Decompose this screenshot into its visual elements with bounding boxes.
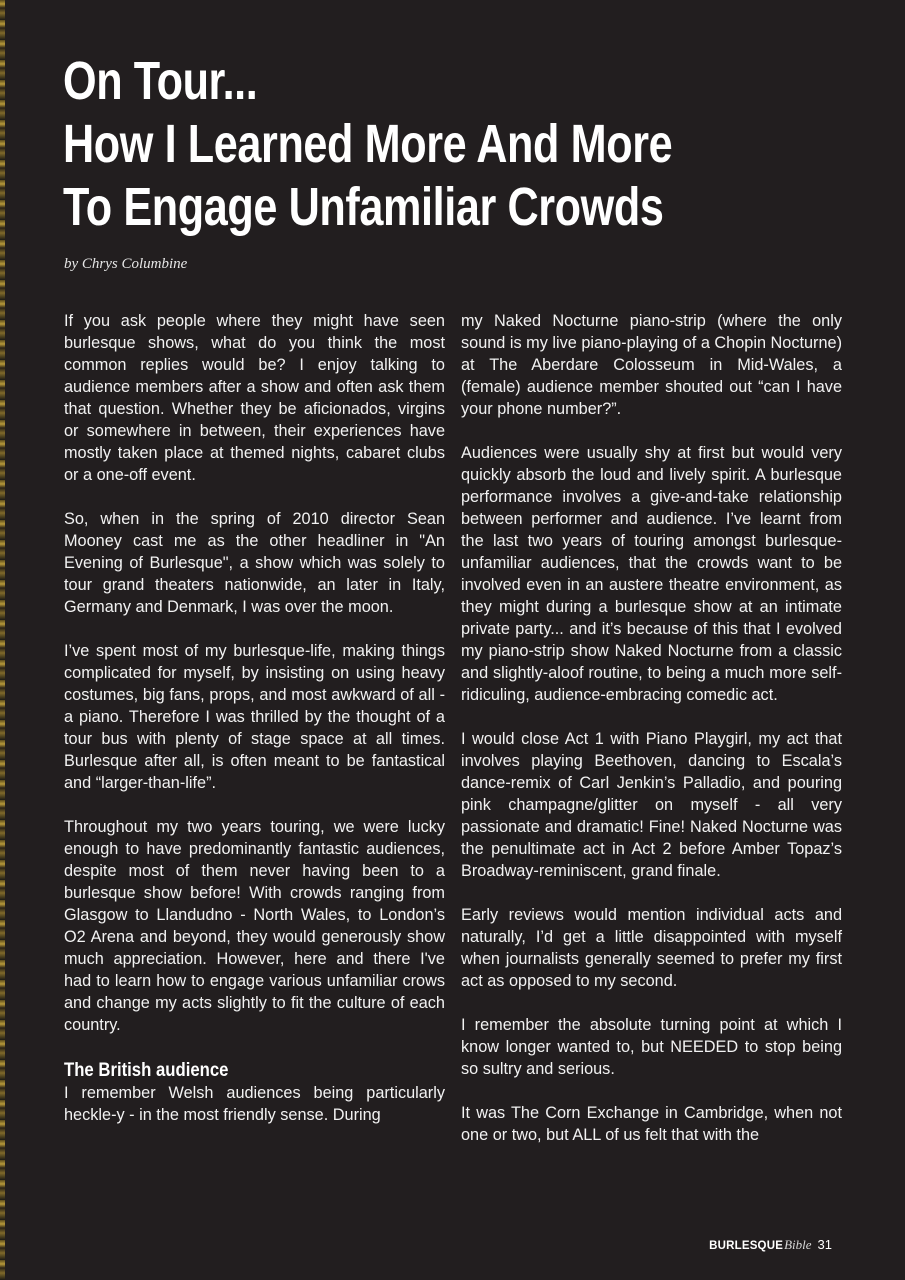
paragraph: I would close Act 1 with Piano Playgirl, my act that involves playing Beethoven, dancing to Escala’s dance-remix of Carl Jenkin’s Palladio, and pouring pink champagne/glitter on myself - all very passionate and dramatic! Fine! Naked Nocturne was the penultimate act in Act 2 before Amber Topaz’s Broadway-reminiscent, grand finale. xyxy=(461,730,842,880)
paragraph: Audiences were usually shy at first but would very quickly absorb the loud and lively spirit. A burlesque performance involves a give-and-take relationship between performer and audience. I’ve learnt from the last two years of touring amongst burlesque-unfamiliar audiences, that the crowds want to be involved even in an austere theatre environment, as they might during a burlesque show at an intimate private party... and it’s because of this that I evolved my piano-strip show Naked Nocturne from a classic and slightly-aloof routine, to being a much more self-ridiculing, audience-embracing comedic act. xyxy=(461,444,842,704)
title-line: How I Learned More And More xyxy=(63,114,673,174)
page-edge-decoration xyxy=(0,0,5,1280)
byline: by Chrys Columbine xyxy=(64,256,188,272)
article-title xyxy=(63,50,703,239)
section-subheading: The British audience xyxy=(64,1060,229,1081)
paragraph: I’ve spent most of my burlesque-life, making things complicated for myself, by insisting on using heavy costumes, big fans, props, and most awkward of all - a piano. Therefore I was thrilled by the thought of a tour bus with plenty of stage space at all times. Burlesque after all, is often meant to be fantastical and “larger-than-life”. xyxy=(64,642,445,792)
title-line: To Engage Unfamiliar Crowds xyxy=(63,177,664,237)
paragraph: my Naked Nocturne piano-strip (where the only sound is my live piano-playing of a Chopin Nocturne) at The Aberdare Colosseum in Mid-Wales, a (female) audience member shouted out “can I have your phone number?”. xyxy=(461,312,843,418)
left-column xyxy=(64,310,445,1126)
paragraph: If you ask people where they might have seen burlesque shows, what do you think the most common replies would be? I enjoy talking to audience members after a show and often ask them that question. Whether they be aficionados, virgins or somewhere in between, their experiences have mostly taken place at themed nights, cabaret clubs or a one-off event. xyxy=(64,312,445,484)
magazine-name-script: Bible xyxy=(784,1237,812,1252)
paragraph: Early reviews would mention individual acts and naturally, I’d get a little disappointed with myself when journalists generally seemed to prefer my first act as opposed to my second. xyxy=(461,906,842,990)
paragraph: I remember Welsh audiences being particularly heckle-y - in the most friendly sense. During xyxy=(64,1084,445,1124)
page-number: 31 xyxy=(817,1237,832,1252)
magazine-name: BURLESQUE xyxy=(709,1240,784,1252)
page-footer xyxy=(709,1237,832,1253)
paragraph: It was The Corn Exchange in Cambridge, when not one or two, but ALL of us felt that with the xyxy=(461,1104,842,1144)
paragraph: I remember the absolute turning point at which I know longer wanted to, but NEEDED to stop being so sultry and serious. xyxy=(461,1016,842,1078)
paragraph: So, when in the spring of 2010 director Sean Mooney cast me as the other headliner in "An Evening of Burlesque", a show which was solely to tour grand theaters nationwide, an later in Italy, Germany and Denmark, I was over the moon. xyxy=(64,510,445,616)
paragraph: Throughout my two years touring, we were lucky enough to have predominantly fantastic audiences, despite most of them never having been to a burlesque show before! With crowds ranging from Glasgow to Llandudno - North Wales, to London’s O2 Arena and beyond, they would generously show much appreciation. However, here and there I've had to learn how to engage various unfamiliar crows and change my acts slightly to fit the culture of each country. xyxy=(64,818,445,1034)
title-line: On Tour... xyxy=(63,51,258,111)
right-column xyxy=(461,310,842,1146)
